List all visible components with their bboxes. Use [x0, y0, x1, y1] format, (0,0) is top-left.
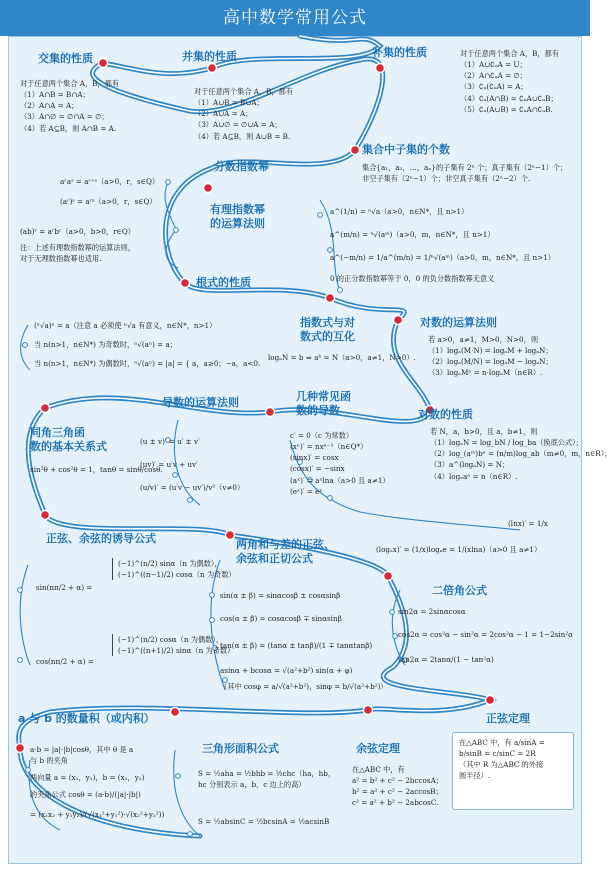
- formula-line: （4）logₐaⁿ = n（n∈R）.: [430, 471, 518, 481]
- cosine-law-formulas: [352, 764, 443, 809]
- formula-line: sin2α = 2sinαcosα: [398, 607, 466, 616]
- complement-formulas: [460, 48, 559, 115]
- formula-line: （3）A∩∅ = ∅∩A = ∅；: [20, 112, 109, 122]
- intersection-formulas: [20, 78, 119, 134]
- heading-exp-log-conversion: [300, 316, 355, 344]
- rational-exponent-formulas: [60, 176, 159, 216]
- heading-line: 有理指数幂: [210, 203, 265, 216]
- formula-line: cos(α ± β) = cosαcosβ ∓ sinαsinβ: [220, 614, 342, 624]
- rational-exponent-product: (ab)ʳ = aʳbʳ（a>0，b>0，r∈Q）: [20, 227, 135, 236]
- formula-line: 集合{a₁，a₂，…，aₙ}的子集有 2ⁿ 个；真子集有（2ⁿ−1）个；: [362, 163, 568, 172]
- triangle-area-formulas: [198, 768, 335, 827]
- rational-exponent-note: [20, 242, 135, 264]
- formula-line: （1）logₐ(M·N) = logₐM + logₐN；: [428, 346, 553, 356]
- formula-line: （4）∁ᵤ(A∩B) = ∁ᵤA∪∁ᵤB；: [460, 93, 558, 103]
- trig-basic-formula: sin²θ + cos²θ = 1，tanθ = sinθ/cosθ.: [30, 465, 163, 474]
- formula-line: aʳaˢ = aʳ⁺ˢ（a>0，r，s∈Q）: [60, 177, 160, 186]
- formula-line: c² = a² + b² − 2abcosC.: [352, 798, 439, 808]
- induction-cos-lhs: cos(nπ/2 + α) =: [36, 657, 94, 666]
- heading-rational-exponent: [210, 203, 265, 231]
- formula-line: （3）logₐMⁿ = n·logₐM（n∈R）.: [428, 368, 543, 378]
- formula-line: a^(−m/n) = 1/a^(m/n) = 1/ⁿ√(aᵐ)（a>0，m，n∈N*，且 n>1）: [330, 253, 555, 263]
- formula-line: (−1)^(n/2) cosα（n 为偶数），: [118, 635, 224, 644]
- formula-line: 若 a>0，a≠1，M>0，N>0，则: [428, 335, 539, 344]
- formula-line: (sinx)′ = cosx: [290, 453, 339, 463]
- formula-line: （5）∁ᵤ(A∪B) = ∁ᵤA∩∁ᵤB.: [460, 104, 553, 114]
- formula-line: tan(α ± β) = (tanα ± tanβ)/(1 ∓ tanαtanβ): [220, 641, 373, 651]
- formula-line: (u/v)′ = (u′v − uv′)/v²（v≠0）: [140, 483, 245, 493]
- formula-line: cos2α = cos²α − sin²α = 2cos²α − 1 = 1−2sin²α: [398, 630, 573, 640]
- formula-line: a·b = |a|·|b|cosθ，其中 θ 是 a: [30, 745, 134, 754]
- induction-sin-lhs: sin(nπ/2 + α) =: [36, 583, 93, 592]
- double-angle-formulas: [398, 606, 573, 665]
- heading-sine-law: 正弦定理: [486, 712, 530, 725]
- formula-line: 对于任意两个集合 A，B，都有: [460, 49, 560, 58]
- heading-line: 数式的互化: [300, 329, 355, 343]
- formula-line: （2）A∩A = A；: [20, 101, 79, 111]
- derivative-logax: (logₐx)′ = (1/x)logₐe = 1/(xlna)（a>0 且 a≠1）: [376, 545, 542, 554]
- formula-line: hc 分别表示 a，b，c 边上的高）: [198, 780, 306, 790]
- formula-line: S = ½aha = ½bhb = ½chc（ha，hb，: [198, 769, 336, 778]
- formula-line: (−1)^(n/2) sinα（n 为偶数），: [118, 559, 222, 568]
- formula-line: (u ± v)′ = u′ ± v′: [140, 437, 200, 446]
- sum-difference-formulas: [220, 590, 388, 692]
- formula-line: (aʳ)ˢ = aʳˢ（a>0，r，s∈Q）: [60, 197, 157, 207]
- formula-line: 若 N，a，b>0，且 a，b≠1，则: [430, 427, 538, 436]
- formula-line: （1）A∩B = B∩A；: [20, 90, 90, 100]
- formula-line: (cosx)′ = −sinx: [290, 464, 345, 474]
- induction-cos-cases: [112, 634, 234, 656]
- formula-line: tan2α = 2tanα/(1 − tan²α): [398, 655, 494, 665]
- heading-radical: 根式的性质: [196, 276, 251, 289]
- heading-line: 数的基本关系式: [30, 439, 107, 453]
- formula-line: 在△ABC 中，有 a/sinA =: [459, 738, 545, 747]
- heading-cosine-law: 余弦定理: [356, 742, 400, 755]
- heading-line: 的运算法则: [210, 216, 265, 230]
- formula-line: 对于任意两个集合 A，B，都有: [20, 79, 120, 88]
- exp-log-formula: logₐN = b ⇔ aᵇ = N（a>0，a≠1，N>0）.: [268, 353, 416, 362]
- formula-line: （1）A∪∁ᵤA = U；: [460, 60, 527, 70]
- formula-line: （2）log_(aᵐ)bⁿ = (n/m)log_ab（m≠0，m，n∈R）；: [430, 449, 611, 459]
- formula-line: （1）A∪B = B∪A；: [194, 98, 264, 108]
- heading-subset-count: 集合中子集的个数: [362, 143, 450, 156]
- formula-line: sin(α ± β) = sinαcosβ ± cosαsinβ: [220, 591, 341, 600]
- formula-line: a^(m/n) = ⁿ√(aᵐ)（a>0，m，n∈N*，且 n>1）: [330, 230, 495, 240]
- heading-union: 并集的性质: [182, 50, 237, 63]
- sine-law-formulas: [459, 737, 567, 782]
- heading-line: 同角三角函: [30, 426, 85, 439]
- formula-line: 对于任意两个集合 A，B，都有: [194, 87, 294, 96]
- formula-line: 圆半径）.: [459, 771, 491, 781]
- heading-triangle-area: 三角形面积公式: [202, 742, 279, 755]
- heading-double-angle: 二倍角公式: [432, 584, 487, 597]
- formula-line: = (x₁x₂ + y₁y₂)/(√(x₁²+y₁²)·√(x₂²+y₂²)): [30, 809, 165, 819]
- formula-line: 0 的正分数指数幂等于 0，0 的负分数指数幂无意义: [330, 274, 495, 284]
- formula-line: （1）logₐN = log_bN / log_ba（换底公式）；: [430, 438, 583, 448]
- formula-line: （3）∁ᵤ(∁ᵤA) = A；: [460, 82, 528, 92]
- formula-line: （3）a^(logₐN) = N；: [430, 460, 510, 470]
- formula-line: (xⁿ)′ = nxⁿ⁻¹（n∈Q*）: [290, 442, 368, 452]
- formula-line: 非空子集有（2ⁿ−1）个；非空真子集有（2ⁿ−2）个.: [362, 174, 531, 184]
- heading-log-properties: 对数的性质: [418, 408, 473, 421]
- union-formulas: [194, 86, 293, 142]
- formula-line: （4）若 A⊆B，则 A∩B = A.: [20, 123, 117, 133]
- subset-count-formulas: [362, 162, 567, 184]
- derivative-lnx: (lnx)′ = 1/x: [508, 519, 548, 528]
- log-rules-formulas: [428, 334, 553, 379]
- heading-fraction-exponent: 分数指数幂: [214, 160, 269, 173]
- induction-sin-cases: [112, 558, 236, 580]
- heading-complement: 补集的性质: [372, 46, 427, 59]
- formula-line: 两向量 a = (x₁，y₁)，b = (x₂，y₂): [30, 773, 145, 783]
- heading-line: 两角和与差的正弦、: [236, 538, 335, 551]
- formula-line: b² = a² + c² − 2accosB；: [352, 787, 443, 797]
- heading-dot-product: a 与 b 的数量积（或内积）: [18, 712, 155, 725]
- formula-line: a² = b² + c² − 2bccosA；: [352, 776, 443, 786]
- formula-line: （其中 R 为△ABC 的外接: [459, 760, 544, 770]
- formula-line: (−1)^((n−1)/2) cosα（n 为奇数）: [118, 570, 236, 580]
- formula-line: S = ½absinC = ½bcsinA = ½acsinB: [198, 817, 330, 827]
- sine-law-box: [452, 732, 574, 810]
- formula-line: a^(1/n) = ⁿ√a（a>0，n∈N*，且 n>1）: [330, 207, 469, 216]
- page-title: 高中数学常用公式: [0, 0, 590, 36]
- heading-line: 余弦和正切公式: [236, 551, 313, 565]
- formula-line: （2）A∪A = A；: [194, 109, 253, 119]
- formula-line: (−1)^((n+1)/2) sinα（n 为奇数）: [118, 646, 235, 656]
- formula-line: （2）logₐ(M/N) = logₐM − logₐN；: [428, 357, 553, 367]
- note-line: 注：上述有理数指数幂的运算法则，: [20, 243, 136, 252]
- formula-line: (aˣ)′ = aˣlna（a>0 且 a≠1）: [290, 475, 390, 485]
- formula-line: 的夹角公式 cosθ = (a·b)/(|a|·|b|): [30, 790, 141, 800]
- formula-line: （2）A∩∁ᵤA = ∅；: [460, 71, 527, 81]
- formula-line: b/sinB = c/sinC = 2R: [459, 749, 536, 759]
- formula-line: (ⁿ√a)ⁿ = a（注意 a 必须使 ⁿ√a 有意义，n∈N*，n>1）: [34, 321, 217, 330]
- radical-formulas: [34, 320, 260, 369]
- note-line: 对于无理数指数幂也适用.: [20, 254, 102, 264]
- formula-line: （其中 cosφ = a/√(a²+b²)，sinφ = b/√(a²+b²)）: [220, 681, 388, 691]
- dot-product-formulas: [30, 744, 164, 820]
- formula-line: c′ = 0（c 为常数）: [290, 431, 354, 440]
- formula-line: asinα + bcosα = √(a²+b²) sin(α + φ): [220, 666, 353, 676]
- formula-line: 当 n(n>1，n∈N*) 为奇数时，ⁿ√(aⁿ) = a；: [34, 340, 177, 350]
- formula-line: 在△ABC 中，有: [352, 765, 405, 774]
- heading-line: 指数式与对: [300, 316, 355, 329]
- formula-line: (uv)′ = u′v + uv′: [140, 460, 198, 470]
- heading-intersection: 交集的性质: [38, 52, 93, 65]
- heading-derivative-rules: 导数的运算法则: [162, 396, 239, 409]
- heading-line: 数的导数: [296, 403, 340, 417]
- formula-line: 当 n(n>1，n∈N*) 为偶数时，ⁿ√(aⁿ) = |a| = { a，a≥0；−a，a<0.: [34, 359, 261, 369]
- heading-sum-difference: [236, 538, 335, 566]
- heading-common-derivatives: [296, 390, 351, 418]
- heading-induction-formulas: 正弦、余弦的诱导公式: [46, 532, 156, 545]
- log-properties-formulas: [430, 426, 611, 482]
- heading-line: 几种常见函: [296, 390, 351, 403]
- formula-line: (eˣ)′ = eˣ: [290, 486, 323, 496]
- fraction-exponent-formulas: [330, 206, 555, 285]
- formula-line: （4）若 A⊆B，则 A∪B = B.: [194, 131, 291, 141]
- common-derivatives-formulas: [290, 430, 390, 497]
- formula-line: 与 b 的夹角: [30, 756, 68, 766]
- heading-trig-basic: [30, 426, 107, 454]
- heading-log-rules: 对数的运算法则: [420, 316, 497, 329]
- formula-line: （3）A∪∅ = ∅∪A = A；: [194, 120, 282, 130]
